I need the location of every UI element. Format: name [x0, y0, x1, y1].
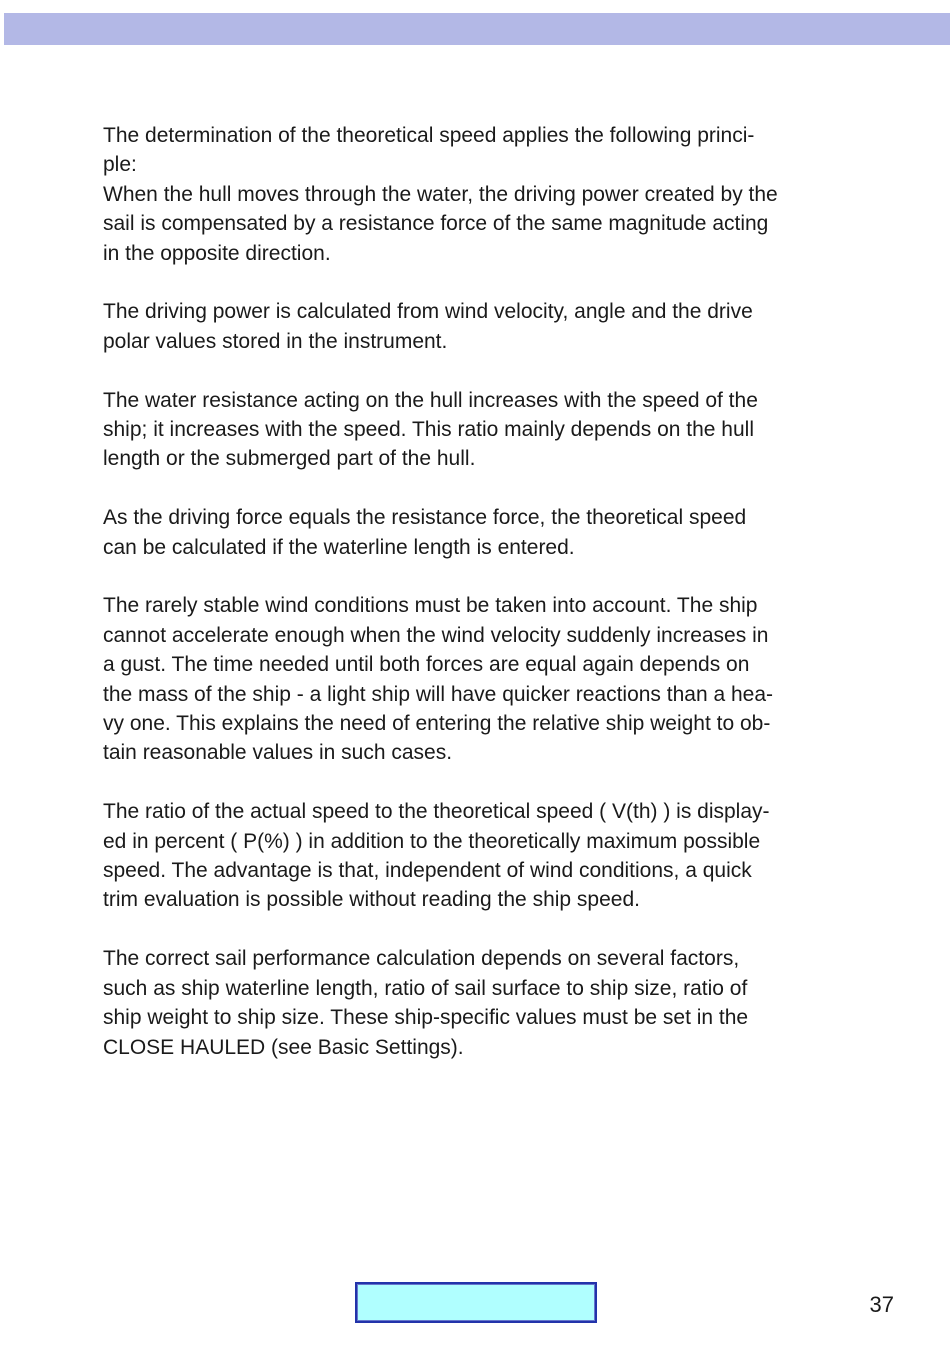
text-line: tain reasonable values in such cases. [103, 741, 453, 765]
text-line: ed in percent ( P(%) ) in addition to the theoretically maximum possible [103, 829, 761, 853]
paragraph-sail-performance [103, 944, 895, 1062]
header-bar [4, 13, 950, 45]
paragraph-speed-ratio [103, 797, 895, 915]
text-line: the mass of the ship - a light ship will have quicker reactions than a hea- [103, 682, 774, 706]
paragraph-wind-conditions [103, 591, 895, 767]
text-line: sail is compensated by a resistance force of the same magnitude acting [103, 212, 769, 236]
text-line: The ratio of the actual speed to the theoretical speed ( V(th) ) is display- [103, 800, 770, 824]
paragraph-driving-force [103, 503, 895, 562]
text-line: The water resistance acting on the hull increases with the speed of the [103, 388, 758, 412]
text-line: When the hull moves through the water, the driving power created by the [103, 182, 778, 206]
text-line: The correct sail performance calculation depends on several factors, [103, 947, 740, 971]
text-line: such as ship waterline length, ratio of sail surface to ship size, ratio of [103, 976, 748, 1000]
text-line: cannot accelerate enough when the wind velocity suddenly increases in [103, 623, 769, 647]
text-line: CLOSE HAULED (see Basic Settings). [103, 1035, 464, 1059]
text-line: in the opposite direction. [103, 241, 331, 265]
text-line: The determination of the theoretical speed applies the following princi- [103, 124, 755, 147]
paragraph-principle [103, 121, 895, 268]
text-line: As the driving force equals the resistance force, the theoretical speed [103, 506, 747, 530]
text-line: polar values stored in the instrument. [103, 329, 448, 353]
body-text [103, 121, 895, 1091]
paragraph-driving-power [103, 297, 895, 356]
text-line: ship; it increases with the speed. This ratio mainly depends on the hull [103, 418, 754, 442]
text-line: The driving power is calculated from wind velocity, angle and the drive [103, 300, 753, 324]
text-line: can be calculated if the waterline length is entered. [103, 535, 575, 559]
text-line: length or the submerged part of the hull. [103, 447, 476, 471]
page-number: 37 [869, 1292, 894, 1317]
text-line: ple: [103, 153, 137, 177]
text-line: ship weight to ship size. These ship-specific values must be set in the [103, 1006, 749, 1030]
footer-box [355, 1282, 597, 1323]
text-line: vy one. This explains the need of entering the relative ship weight to ob- [103, 712, 771, 736]
text-line: a gust. The time needed until both forces are equal again depends on [103, 653, 750, 677]
text-line: The rarely stable wind conditions must be taken into account. The ship [103, 594, 758, 618]
text-line: speed. The advantage is that, independent of wind conditions, a quick [103, 859, 752, 883]
text-line: trim evaluation is possible without reading the ship speed. [103, 888, 640, 912]
paragraph-water-resistance [103, 386, 895, 474]
